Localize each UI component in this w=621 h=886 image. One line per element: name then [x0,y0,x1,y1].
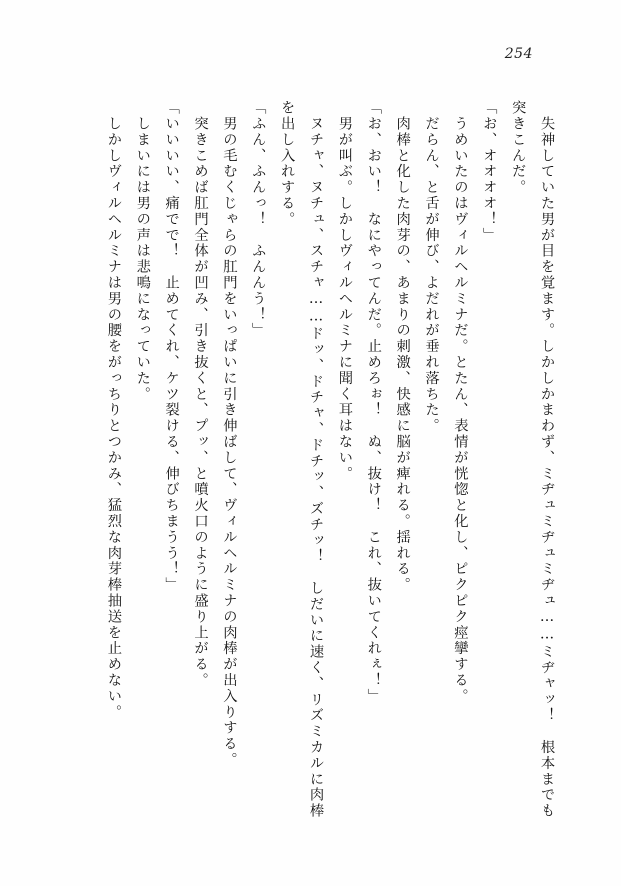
paragraph: うめいたのはヴィルヘルミナだ。とたん、表情が恍惚と化し、ピクピク痙攣する。 [452,100,469,705]
paragraph: 「お、オオオオ！」 [481,100,498,244]
paragraph: 「ふん、ふんっ！ ふんんう！」 [250,100,267,339]
paragraph: 肉棒と化した肉芽の、あまりの刺激、快感に脳が痺れる。揺れる。 [394,100,411,593]
page-number: 254 [504,46,533,62]
paragraph: 「お、おい！ なにやってんだ。止めろぉ！ ぬ、抜け！ これ、抜いてくれぇ！」 [365,100,382,705]
vertical-text-body [58,100,561,820]
paragraph: 突きこめば肛門全体が凹み、引き抜くと、プッ、と噴火口のように盛り上がる。 [192,100,209,689]
paragraph: だらん、と舌が伸び、よだれが垂れ落ちた。 [423,100,440,434]
paragraph: 男が叫ぶ。しかしヴィルヘルミナに聞く耳はない。 [336,100,353,482]
paragraph: 「いいいい、痛でで！ 止めてくれ、ケツ裂ける、伸びちまうう！」 [163,100,180,593]
paragraph: しかしヴィルヘルミナは男の腰をがっちりとつかみ、猛烈な肉芽棒抽送を止めない。 [105,100,122,721]
paragraph: 失神していた男が目を覚ます。しかしかまわず、ミヂュミヂュミヂュ……ミヂャッ！ 根本までも突きこんだ。 [510,100,555,819]
paragraph: しまいには男の声は悲鳴になっていた。 [134,100,151,403]
paragraph: 男の毛むくじゃらの肛門をいっぱいに引き伸ばして、ヴィルヘルミナの肉棒が出入りする。 [221,100,238,768]
paragraph: ヌチャ、ヌチュ、スチャ……ドッ、ドチャ、ドチッ、ズチッ！ しだいに速く、リズミカルに肉棒を出し入れする。 [279,100,324,819]
